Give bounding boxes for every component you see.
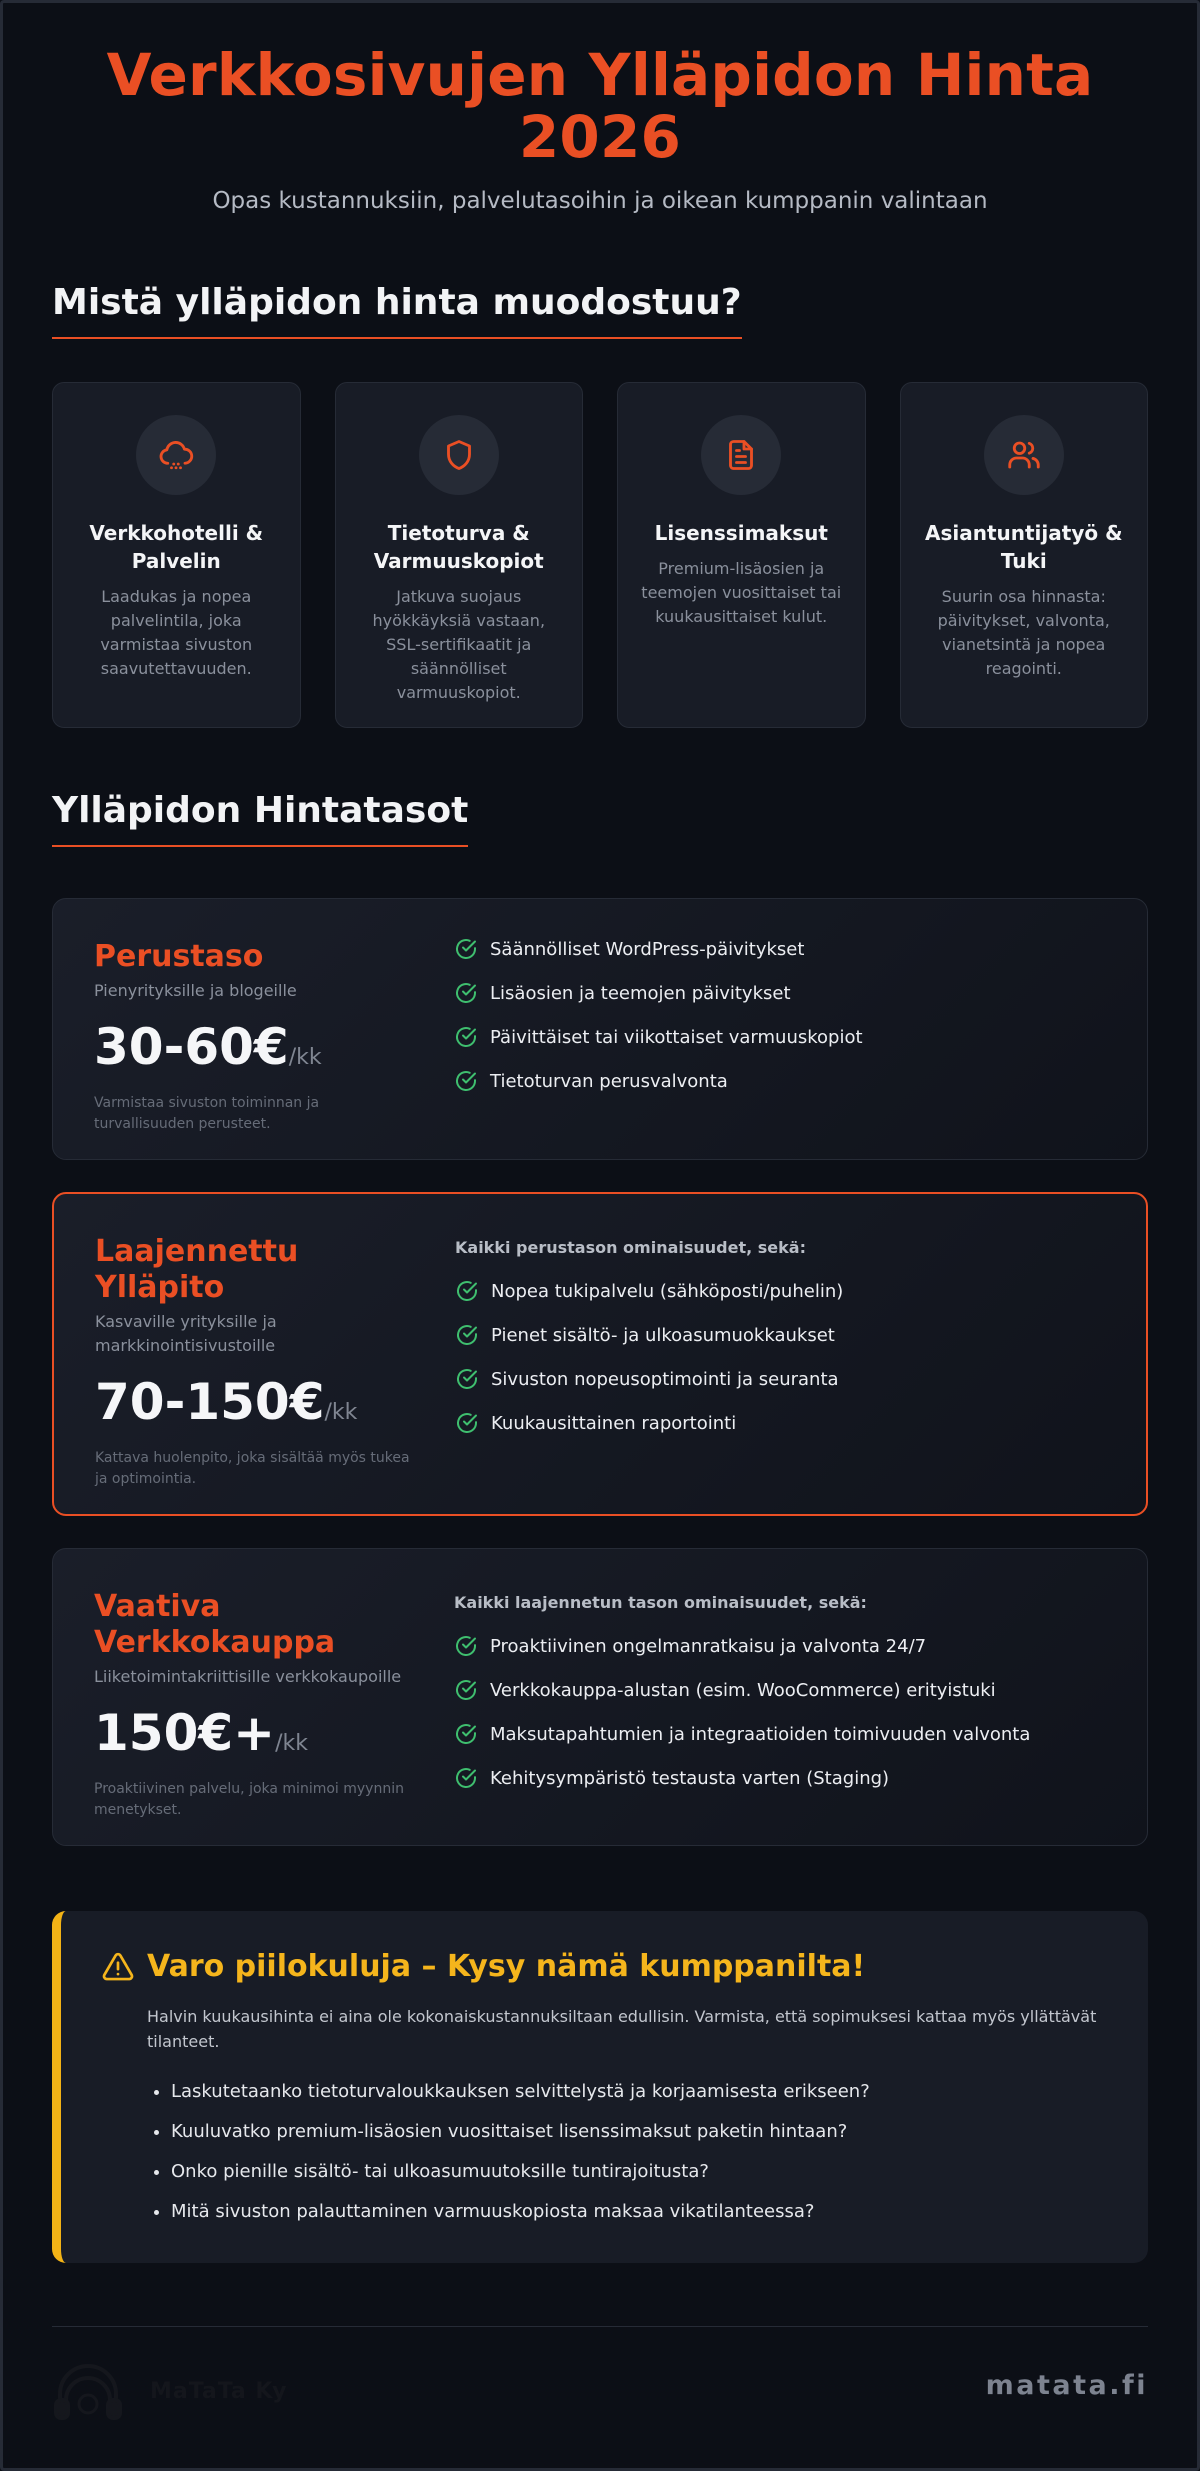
footer-brand: MaTaTa Ky bbox=[150, 2378, 288, 2404]
factor-title: Lisenssimaksut bbox=[654, 521, 828, 545]
tier-period: /kk bbox=[275, 1731, 308, 1756]
tier-intro: Kaikki perustason ominaisuudet, sekä: bbox=[455, 1238, 806, 1257]
tier-audience: Kasvaville yrityksille ja markkinointisivustoille bbox=[95, 1312, 277, 1355]
tier-feature: Maksutapahtumien ja integraatioiden toimivuuden valvonta bbox=[454, 1712, 1107, 1756]
check-circle-icon bbox=[454, 1678, 478, 1702]
warning-question: • Mitä sivuston palauttaminen varmuuskopiosta maksaa vikatilanteessa? bbox=[171, 2192, 1100, 2232]
check-circle-icon bbox=[454, 1025, 478, 1049]
tier-note: Kattava huolenpito, joka sisältää myös tukea ja optimointia. bbox=[95, 1450, 410, 1487]
factors-grid bbox=[52, 382, 1148, 728]
tier-price: 30-60€ bbox=[94, 1018, 289, 1076]
footer-divider bbox=[52, 2326, 1148, 2327]
tier-intro: Kaikki laajennetun tason ominaisuudet, sekä: bbox=[454, 1593, 867, 1612]
tier-feature-list bbox=[454, 927, 1107, 1103]
tier-period: /kk bbox=[288, 1045, 322, 1070]
factor-card-hosting bbox=[52, 382, 301, 728]
factor-title: Asiantuntijatyö & Tuki bbox=[924, 521, 1123, 573]
tier-note: Varmistaa sivuston toiminnan ja turvallisuuden perusteet. bbox=[94, 1095, 320, 1132]
check-circle-icon bbox=[454, 1766, 478, 1790]
check-circle-icon bbox=[454, 1069, 478, 1093]
warning-question: • Kuuluvatko premium-lisäosien vuosittaiset lisenssimaksut paketin hintaan? bbox=[171, 2112, 1100, 2152]
tier-feature: Sivuston nopeusoptimointi ja seuranta bbox=[455, 1357, 1106, 1401]
section-title-factors: Mistä ylläpidon hinta muodostuu? bbox=[52, 282, 742, 339]
users-icon bbox=[984, 415, 1064, 495]
tier-price: 70-150€ bbox=[95, 1373, 325, 1431]
check-circle-icon bbox=[454, 981, 478, 1005]
headphones-logo-icon bbox=[52, 2360, 124, 2422]
factor-text: Laadukas ja nopea palvelintila, joka varmistaa sivuston saavutettavuuden. bbox=[100, 587, 253, 678]
tier-feature: Verkkokauppa-alustan (esim. WooCommerce) erityistuki bbox=[454, 1668, 1107, 1712]
factor-title: Verkkohotelli & Palvelin bbox=[89, 521, 264, 573]
factor-title: Tietoturva & Varmuuskopiot bbox=[373, 521, 544, 573]
footer-site-link[interactable]: matata.fi bbox=[985, 2370, 1148, 2401]
tier-price: 150€+ bbox=[94, 1704, 276, 1762]
tier-feature: Kehitysympäristö testausta varten (Staging) bbox=[454, 1756, 1107, 1800]
tier-feature: Nopea tukipalvelu (sähköposti/puhelin) bbox=[455, 1269, 1106, 1313]
warning-title: Varo piilokuluja – Kysy nämä kumppanilta! bbox=[147, 1949, 866, 1984]
tier-card-basic bbox=[52, 898, 1148, 1160]
check-circle-icon bbox=[454, 937, 478, 961]
warning-question: • Onko pienille sisältö- tai ulkoasumuutoksille tuntirajoitusta? bbox=[171, 2152, 1100, 2192]
factor-card-licenses bbox=[617, 382, 866, 728]
tier-note: Proaktiivinen palvelu, joka minimoi myynnin menetykset. bbox=[94, 1781, 404, 1818]
tier-card-ecommerce bbox=[52, 1548, 1148, 1846]
footer-logo[interactable] bbox=[52, 2360, 287, 2422]
page-title: Verkkosivujen Ylläpidon Hinta 2026 bbox=[106, 41, 1094, 171]
tier-name: Vaativa Verkkokauppa bbox=[94, 1589, 336, 1660]
tier-name: Perustaso bbox=[94, 939, 264, 974]
page-subtitle: Opas kustannuksiin, palvelutasoihin ja oikean kumppanin valintaan bbox=[212, 188, 988, 214]
factor-text: Premium-lisäosien ja teemojen vuosittaiset tai kuukausittaiset kulut. bbox=[641, 559, 842, 626]
tier-card-extended bbox=[52, 1192, 1148, 1516]
check-circle-icon bbox=[455, 1279, 479, 1303]
warning-question: • Laskutetaanko tietoturvaloukkauksen selvittelystä ja korjaamisesta erikseen? bbox=[171, 2072, 1100, 2112]
tier-feature-list bbox=[454, 1624, 1107, 1800]
tier-feature: Päivittäiset tai viikottaiset varmuuskopiot bbox=[454, 1015, 1107, 1059]
tier-feature: Pienet sisältö- ja ulkoasumuokkaukset bbox=[455, 1313, 1106, 1357]
tier-audience: Pienyrityksille ja blogeille bbox=[94, 981, 297, 1000]
hidden-costs-warning bbox=[52, 1911, 1148, 2263]
factor-card-security bbox=[335, 382, 584, 728]
tier-feature-list bbox=[455, 1269, 1106, 1445]
factor-card-expertise bbox=[900, 382, 1149, 728]
tier-name: Laajennettu Ylläpito bbox=[95, 1234, 299, 1305]
check-circle-icon bbox=[455, 1411, 479, 1435]
check-circle-icon bbox=[455, 1323, 479, 1347]
tier-feature: Kuukausittainen raportointi bbox=[455, 1401, 1106, 1445]
tier-feature: Proaktiivinen ongelmanratkaisu ja valvonta 24/7 bbox=[454, 1624, 1107, 1668]
warning-lead: Halvin kuukausihinta ei aina ole kokonaiskustannuksiltaan edullisin. Varmista, että sopimuksesi kattaa myös yllättävät tilanteet. bbox=[147, 2007, 1097, 2051]
shield-icon bbox=[419, 415, 499, 495]
tier-feature: Säännölliset WordPress-päivitykset bbox=[454, 927, 1107, 971]
tier-feature: Lisäosien ja teemojen päivitykset bbox=[454, 971, 1107, 1015]
warning-question-list bbox=[171, 2072, 1100, 2232]
document-icon bbox=[701, 415, 781, 495]
tier-audience: Liiketoimintakriittisille verkkokaupoille bbox=[94, 1667, 402, 1686]
tier-feature: Tietoturvan perusvalvonta bbox=[454, 1059, 1107, 1103]
check-circle-icon bbox=[454, 1722, 478, 1746]
section-title-tiers: Ylläpidon Hintatasot bbox=[52, 790, 468, 847]
tier-period: /kk bbox=[324, 1400, 358, 1425]
check-circle-icon bbox=[454, 1634, 478, 1658]
factor-text: Suurin osa hinnasta: päivitykset, valvonta, vianetsintä ja nopea reagointi. bbox=[937, 587, 1110, 678]
cloud-icon bbox=[136, 415, 216, 495]
factor-text: Jatkuva suojaus hyökkäyksiä vastaan, SSL-sertifikaatit ja säännölliset varmuuskopiot. bbox=[372, 587, 546, 702]
check-circle-icon bbox=[455, 1367, 479, 1391]
warning-triangle-icon bbox=[101, 1950, 135, 1984]
hero bbox=[0, 41, 1200, 214]
